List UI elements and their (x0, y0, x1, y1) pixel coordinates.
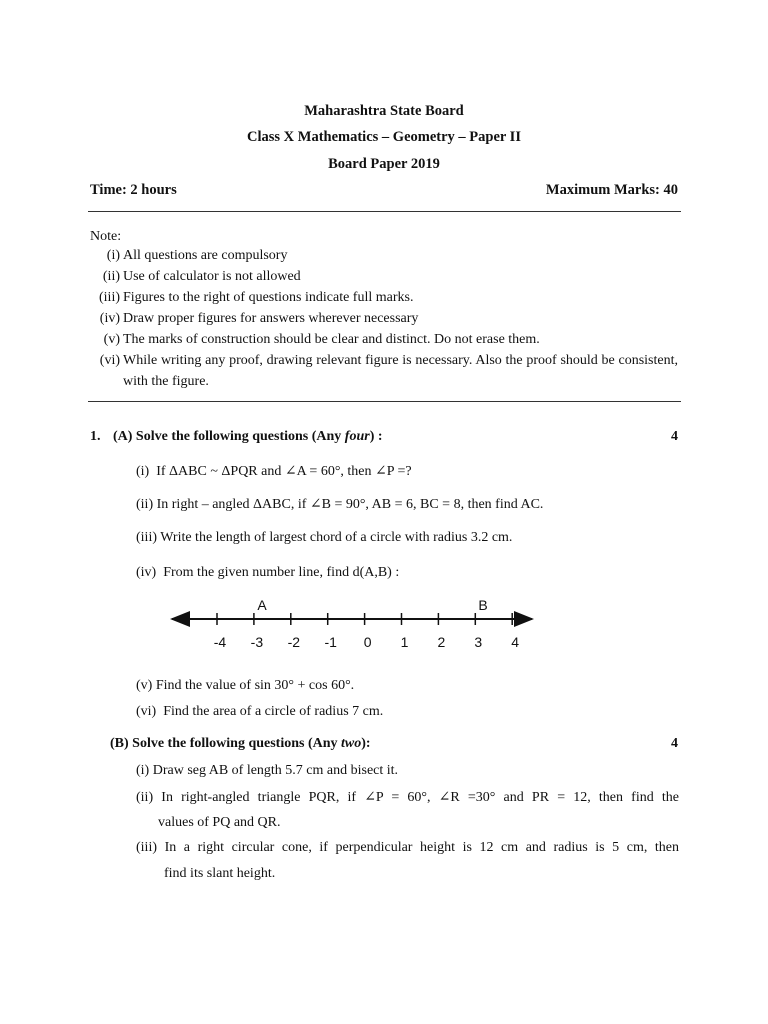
number-line-tick-label: 0 (363, 634, 372, 650)
note-text: The marks of construction should be clear and distinct. Do not erase them. (123, 332, 540, 347)
point-a-label: A (257, 597, 267, 613)
item-number: (i) (136, 763, 150, 778)
item-text: Find the area of a circle of radius 7 cm. (163, 704, 384, 719)
note-text: Use of calculator is not allowed (123, 269, 301, 284)
item-continuation: values of PQ and QR. (158, 815, 281, 830)
item-number: (ii) (136, 790, 154, 805)
number-line-tick-label: -3 (250, 634, 264, 650)
part-b-heading: (B) Solve the following questions (Any two): (110, 736, 371, 751)
question-item (136, 763, 398, 779)
number-line-tick-label: 2 (437, 634, 446, 650)
board-title: Maharashtra State Board (304, 103, 464, 119)
item-text: If ΔABC ~ ΔPQR and ∠A = 60°, then ∠P =? (156, 464, 412, 479)
time-label: Time: 2 hours (90, 182, 177, 198)
note-title: Note: (90, 229, 122, 244)
item-text: From the given number line, find d(A,B) : (163, 565, 400, 580)
note-number: (ii) (102, 269, 120, 284)
question-item (136, 840, 679, 856)
note-number: (v) (103, 332, 120, 347)
item-text: Draw seg AB of length 5.7 cm and bisect it. (152, 763, 399, 778)
question-item (136, 678, 354, 694)
number-line-tick-label: 1 (400, 634, 409, 650)
item-text: Write the length of largest chord of a circle with radius 3.2 cm. (160, 530, 513, 545)
subject-title: Class X Mathematics – Geometry – Paper II (247, 129, 521, 145)
item-number: (v) (136, 678, 153, 693)
item-text: Find the value of sin 30° + cos 60°. (155, 678, 355, 693)
item-number: (iii) (136, 840, 157, 855)
item-number: (iii) (136, 530, 157, 545)
note-number: (i) (106, 248, 120, 263)
number-line-tick-label: -1 (324, 634, 337, 650)
item-text: In right – angled ΔABC, if ∠B = 90°, AB = 6, BC = 8, then find AC. (156, 497, 544, 512)
number-line-tick-label: 3 (474, 634, 483, 650)
part-a-marks: 4 (671, 429, 678, 444)
number-line-tick-label: -4 (213, 634, 227, 650)
header-divider (88, 211, 681, 212)
number-line-tick-label: 4 (511, 634, 520, 650)
note-number: (iii) (99, 290, 120, 305)
item-number: (ii) (136, 497, 154, 512)
question-item (136, 530, 512, 546)
note-text: Figures to the right of questions indicate full marks. (123, 290, 414, 305)
max-marks-label: Maximum Marks: 40 (545, 182, 678, 198)
note-number: (vi) (99, 353, 120, 368)
item-number: (vi) (136, 704, 157, 719)
part-b-marks: 4 (671, 736, 678, 751)
question-item (136, 789, 679, 806)
item-text: In a right circular cone, if perpendicular height is 12 cm and radius is 5 cm, then (164, 840, 680, 855)
note-text: While writing any proof, drawing relevant figure is necessary. Also the proof should be consistent, with the figure. (123, 353, 678, 389)
question-number: 1. (90, 429, 101, 444)
item-text: In right-angled triangle PQR, if ∠P = 60°, ∠R =30° and PR = 12, then find the (161, 790, 679, 805)
item-number: (iv) (136, 565, 157, 580)
point-b-label: B (478, 597, 488, 613)
part-a-heading: (A) Solve the following questions (Any four) : (113, 429, 383, 444)
item-continuation: find its slant height. (164, 866, 276, 881)
number-line-tick-label: -2 (287, 634, 301, 650)
question-item (136, 565, 399, 581)
question-item (136, 704, 383, 720)
note-text: Draw proper figures for answers wherever necessary (123, 311, 419, 326)
notes-divider (88, 401, 681, 402)
number-line (160, 592, 550, 656)
paper-title: Board Paper 2019 (328, 156, 440, 172)
question-item (136, 463, 412, 480)
question-item (136, 496, 543, 513)
item-number: (i) (136, 464, 150, 479)
note-text: All questions are compulsory (123, 248, 288, 263)
note-number: (iv) (99, 311, 120, 326)
